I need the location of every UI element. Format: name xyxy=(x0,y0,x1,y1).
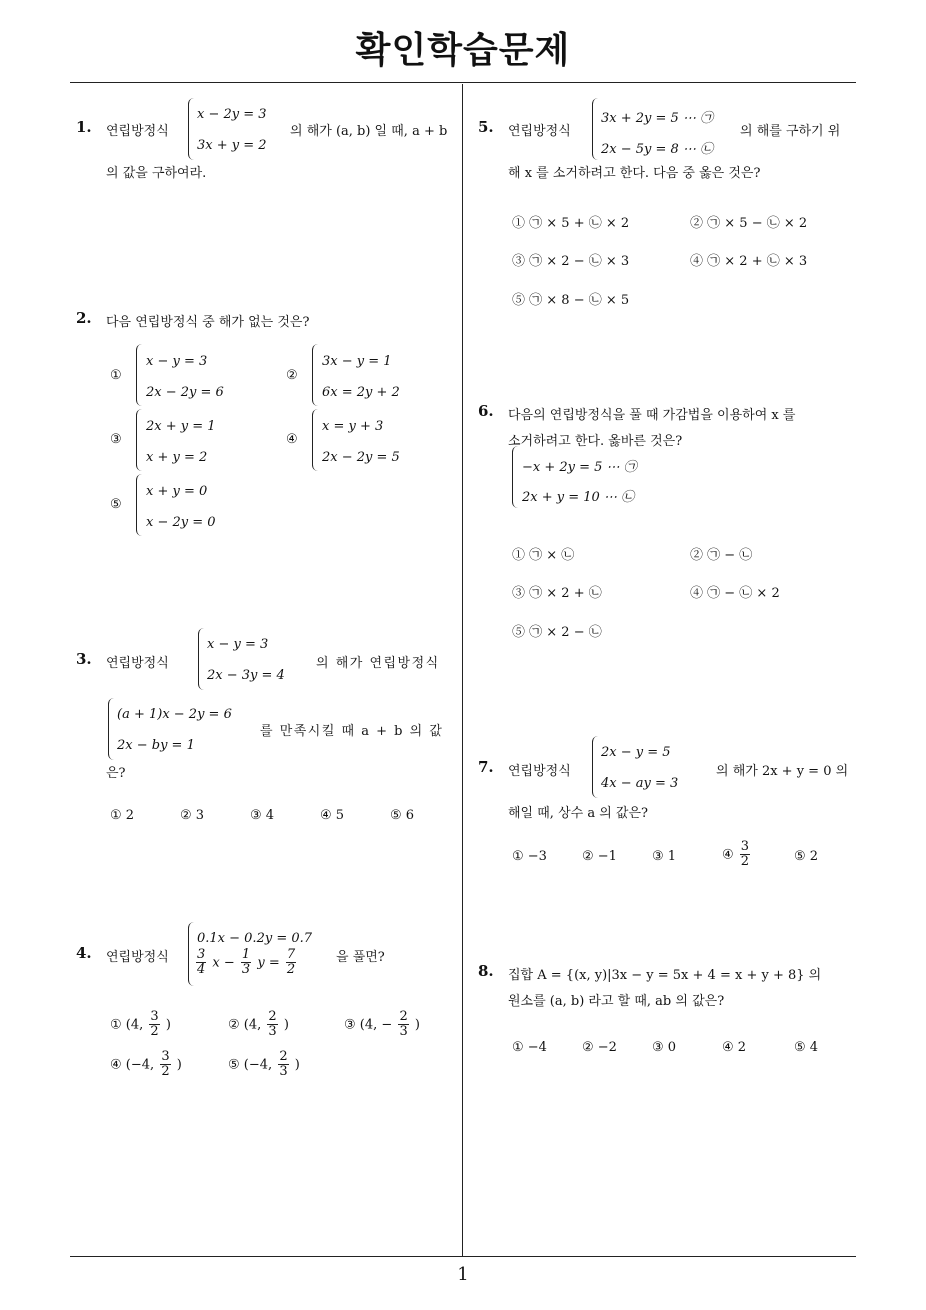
choice-4: ④ ㉠ − ㉡ × 2 xyxy=(690,586,780,601)
numerator: 3 xyxy=(197,947,206,962)
choice-mark: ② xyxy=(286,368,298,383)
equation-brace xyxy=(188,98,194,160)
numerator: 2 xyxy=(399,1009,408,1024)
equation xyxy=(194,948,298,978)
equation: x − 2y = 3 xyxy=(197,107,267,122)
term: (4, xyxy=(243,1017,262,1033)
choice-1: ① −4 xyxy=(512,1040,547,1055)
fraction xyxy=(286,948,296,978)
choice-3: ③ 0 xyxy=(652,1040,677,1055)
numerator: 3 xyxy=(740,839,750,854)
question-text: 연립방정식 xyxy=(508,124,571,139)
choice-mark: ③ xyxy=(344,1017,356,1033)
question-number: 2. xyxy=(76,309,92,327)
equation-brace xyxy=(592,736,598,798)
choice-3: ③ 4 xyxy=(250,808,275,823)
fraction xyxy=(740,840,750,870)
equation-brace xyxy=(312,409,318,471)
choice-1: ① −3 xyxy=(512,849,547,864)
question-text: 의 해가 (a, b) 일 때, a + b xyxy=(290,124,448,139)
equation: 2x − by = 1 xyxy=(117,738,195,753)
choice-mark: ③ xyxy=(110,432,122,447)
term: ) xyxy=(294,1057,300,1073)
choice-5: ⑤ 4 xyxy=(794,1040,819,1055)
equation-brace xyxy=(198,628,204,690)
choice-mark: ⑤ xyxy=(228,1057,240,1073)
question-number: 4. xyxy=(76,944,92,962)
column-divider xyxy=(462,84,463,1256)
fraction xyxy=(149,1010,159,1040)
question-text: 를 만족시킬 때 a + b 의 값 xyxy=(260,724,444,739)
page-title: 확인학습문제 xyxy=(355,30,571,71)
question-text: 집합 A = {(x, y)|3x − y = 5x + 4 = x + y + 8} 의 xyxy=(508,968,822,983)
fraction xyxy=(241,948,251,978)
page-number: 1 xyxy=(457,1264,469,1285)
denominator: 3 xyxy=(399,1024,408,1040)
equation: 2x + y = 1 xyxy=(146,419,216,434)
question-number: 5. xyxy=(478,118,494,136)
question-text: 을 풀면? xyxy=(336,950,385,965)
question-text: 원소를 (a, b) 라고 할 때, ab 의 값은? xyxy=(508,994,725,1009)
choice-3: ③ ㉠ × 2 − ㉡ × 3 xyxy=(512,254,630,269)
equation: 2x − 2y = 5 xyxy=(322,450,400,465)
equation: x = y + 3 xyxy=(322,419,384,434)
header-rule xyxy=(70,82,856,83)
question-text: 연립방정식 xyxy=(106,124,169,139)
term: ) xyxy=(414,1017,420,1033)
numerator: 2 xyxy=(268,1009,277,1024)
term: ) xyxy=(165,1017,171,1033)
numerator: 7 xyxy=(286,947,296,962)
equation-brace xyxy=(512,446,518,508)
equation-brace xyxy=(108,698,114,760)
equation-brace xyxy=(136,344,142,406)
choice-mark: ① xyxy=(110,368,122,383)
denominator: 2 xyxy=(161,1064,170,1080)
equation: 2x − 2y = 6 xyxy=(146,385,224,400)
choice-4 xyxy=(110,1050,182,1080)
sign: − xyxy=(381,1017,393,1033)
question-number: 7. xyxy=(478,758,494,776)
term: ) xyxy=(283,1017,289,1033)
choice-mark: ④ xyxy=(110,1057,122,1073)
choice-mark: ② xyxy=(228,1017,240,1033)
denominator: 3 xyxy=(268,1024,277,1040)
equation: x − 2y = 0 xyxy=(146,515,216,530)
choice-4 xyxy=(722,840,752,870)
question-text: 연립방정식 xyxy=(106,950,169,965)
question-text: 다음의 연립방정식을 풀 때 가감법을 이용하여 x 를 xyxy=(508,408,796,423)
denominator: 2 xyxy=(150,1024,159,1040)
equation: 2x + y = 10 ⋯ ㉡ xyxy=(522,490,635,505)
choice-2: ② −1 xyxy=(582,849,617,864)
choice-5: ⑤ ㉠ × 8 − ㉡ × 5 xyxy=(512,293,630,308)
choice-3 xyxy=(344,1010,420,1040)
equation: x + y = 0 xyxy=(146,484,208,499)
equation: 2x − 3y = 4 xyxy=(207,668,285,683)
numerator: 3 xyxy=(161,1049,170,1064)
equation-brace xyxy=(312,344,318,406)
choice-1: ① ㉠ × 5 + ㉡ × 2 xyxy=(512,216,630,231)
denominator: 4 xyxy=(197,962,206,978)
fraction xyxy=(267,1010,277,1040)
equation: 0.1x − 0.2y = 0.7 xyxy=(197,931,313,946)
fraction xyxy=(278,1050,288,1080)
equation: 2x − 5y = 8 ⋯ ㉡ xyxy=(601,142,714,157)
question-text: 연립방정식 xyxy=(106,656,169,671)
numerator: 3 xyxy=(150,1009,159,1024)
equation: x − y = 3 xyxy=(207,637,269,652)
equation: 4x − ay = 3 xyxy=(601,776,679,791)
choice-2: ② 3 xyxy=(180,808,205,823)
fraction xyxy=(398,1010,408,1040)
fraction xyxy=(196,948,206,978)
question-text: 의 해가 2x + y = 0 의 xyxy=(716,764,849,779)
question-number: 6. xyxy=(478,402,494,420)
equation: 6x = 2y + 2 xyxy=(322,385,400,400)
term: (−4, xyxy=(243,1057,273,1073)
equation-brace xyxy=(592,98,598,160)
equation: x + y = 2 xyxy=(146,450,208,465)
question-text: 연립방정식 xyxy=(508,764,571,779)
term: (4, xyxy=(125,1017,144,1033)
choice-2: ② −2 xyxy=(582,1040,617,1055)
equation: 3x − y = 1 xyxy=(322,354,392,369)
choice-5 xyxy=(228,1050,300,1080)
term: ) xyxy=(176,1057,182,1073)
term: y = xyxy=(257,955,280,971)
equation-brace xyxy=(136,409,142,471)
choice-1: ① 2 xyxy=(110,808,135,823)
choice-5: ⑤ 2 xyxy=(794,849,819,864)
choice-2: ② ㉠ × 5 − ㉡ × 2 xyxy=(690,216,808,231)
question-text: 소거하려고 한다. 옳바른 것은? xyxy=(508,434,683,449)
equation: (a + 1)x − 2y = 6 xyxy=(117,707,232,722)
choice-1: ① ㉠ × ㉡ xyxy=(512,548,575,563)
term: (−4, xyxy=(125,1057,155,1073)
denominator: 2 xyxy=(740,854,750,870)
term: (4, xyxy=(359,1017,378,1033)
footer-rule xyxy=(70,1256,856,1257)
question-text: 다음 연립방정식 중 해가 없는 것은? xyxy=(106,315,310,330)
equation: −x + 2y = 5 ⋯ ㉠ xyxy=(522,460,637,475)
denominator: 2 xyxy=(286,962,296,978)
equation: 2x − y = 5 xyxy=(601,745,671,760)
question-number: 8. xyxy=(478,962,494,980)
question-number: 1. xyxy=(76,118,92,136)
question-text: 의 값을 구하여라. xyxy=(106,166,207,181)
choice-4: ④ ㉠ × 2 + ㉡ × 3 xyxy=(690,254,808,269)
choice-1 xyxy=(110,1010,171,1040)
choice-5: ⑤ ㉠ × 2 − ㉡ xyxy=(512,625,602,640)
choice-4: ④ 5 xyxy=(320,808,345,823)
denominator: 3 xyxy=(279,1064,288,1080)
choice-4: ④ 2 xyxy=(722,1040,747,1055)
question-text: 의 해를 구하기 위 xyxy=(740,124,841,139)
choice-mark: ① xyxy=(110,1017,122,1033)
choice-2: ② ㉠ − ㉡ xyxy=(690,548,753,563)
choice-3: ③ ㉠ × 2 + ㉡ xyxy=(512,586,602,601)
question-text: 해일 때, 상수 a 의 값은? xyxy=(508,806,648,821)
denominator: 3 xyxy=(241,962,251,978)
equation: x − y = 3 xyxy=(146,354,208,369)
equation: 3x + 2y = 5 ⋯ ㉠ xyxy=(601,111,714,126)
equation-brace xyxy=(136,474,142,536)
choice-mark: ⑤ xyxy=(110,497,122,512)
choice-5: ⑤ 6 xyxy=(390,808,415,823)
numerator: 2 xyxy=(279,1049,288,1064)
numerator: 1 xyxy=(241,947,251,962)
choice-3: ③ 1 xyxy=(652,849,677,864)
question-text: 의 해가 연립방정식 xyxy=(316,656,440,671)
equation: 3x + y = 2 xyxy=(197,138,267,153)
question-text: 은? xyxy=(106,766,126,781)
choice-mark: ④ xyxy=(286,432,298,447)
question-number: 3. xyxy=(76,650,92,668)
choice-mark: ④ xyxy=(722,847,734,863)
choice-2 xyxy=(228,1010,289,1040)
fraction xyxy=(160,1050,170,1080)
term: x − xyxy=(212,955,235,971)
question-text: 해 x 를 소거하려고 한다. 다음 중 옳은 것은? xyxy=(508,166,761,181)
